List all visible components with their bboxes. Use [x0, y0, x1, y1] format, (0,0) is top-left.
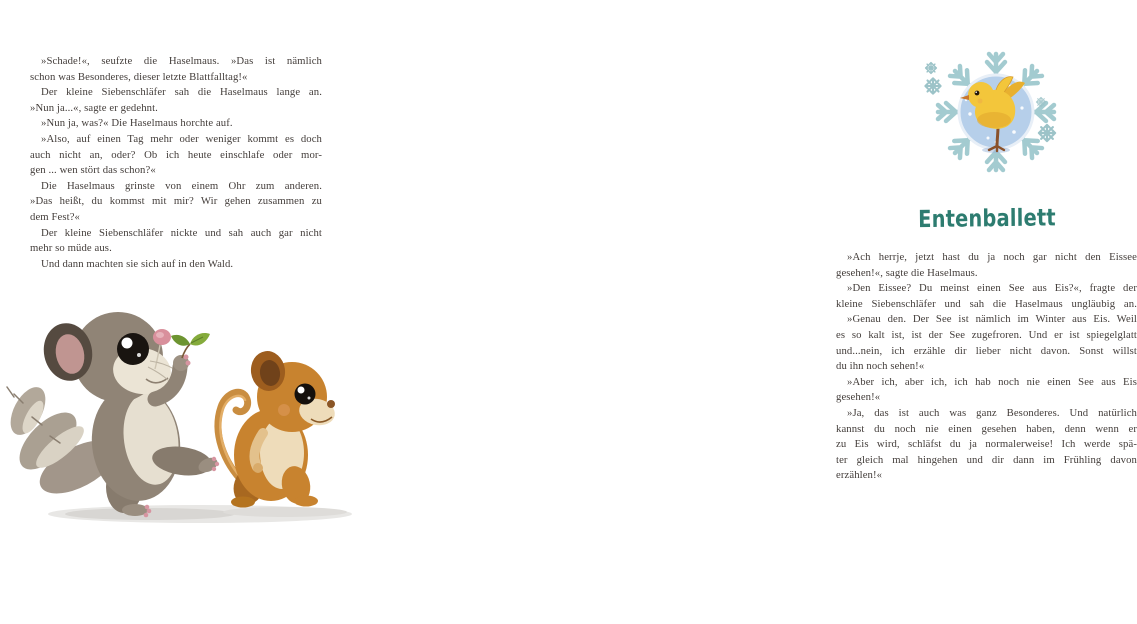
story-line: »Ach herrje, jetzt hast du ja noch gar nicht den Eissee [847, 251, 1137, 263]
leaf-icon [171, 333, 210, 358]
story-line: »Nun ja...«, sagte er gedehnt. [30, 101, 158, 114]
story-line: »Aber ich, aber ich, ich hab noch nie einen See aus Eis [847, 375, 1137, 388]
story-line: »Genau den. Der See ist nämlich im Winter aus Eis. Weil [847, 313, 1137, 326]
story-line: schon was Besonderes, dieser letzte Blattfalltag!« [30, 70, 248, 83]
right-page [400, 0, 1137, 624]
story-line: Der kleine Siebenschläfer nickte und sah auch gar nicht [41, 226, 322, 239]
story-line: gesehen!«, sagte die Haselmaus. [836, 266, 978, 279]
dormouse-icon [3, 312, 219, 517]
story-line: gen ... wen stört das schon?« [30, 164, 156, 177]
chapter-badge [918, 50, 1078, 175]
story-line: mehr so müde aus. [30, 242, 112, 255]
story-line: »Den Eissee? Du meinst einen See aus Eis?«, fragte der [847, 282, 1137, 295]
story-line: auch nicht an, oder? Ob ich heute einschlafe oder mor- [30, 148, 322, 161]
hazel-mouse-icon [218, 349, 337, 509]
chapter-title: Entenballett [918, 202, 1056, 234]
story-line: »Das heißt, du kommst mit mir? Wir gehen zusammen zu [30, 195, 322, 208]
story-illustration [0, 293, 400, 533]
story-line: und...nein, ich erzähle dir lieber nicht davon. Sonst willst [836, 344, 1137, 357]
story-line: gesehen!« [836, 391, 881, 404]
story-line: du ihn noch sehen!« [836, 360, 925, 373]
story-line: Der kleine Siebenschläfer sah die Haselmaus lange an. [41, 86, 322, 99]
story-line: zu Eis wird, schläfst du ja normalerweise! Ich werde spä- [836, 438, 1137, 451]
story-line: kleine Siebenschläfer und sah die Haselmaus ungläubig an. [836, 297, 1137, 310]
story-line: dem Fest?« [30, 210, 80, 223]
story-line: ter gleich mal hingehen und dir dann im Frühling davon [836, 453, 1137, 466]
story-line: kannst du noch nie einen gesehen haben, denn wenn er [836, 422, 1137, 435]
ground-shadow-icon [48, 505, 352, 523]
story-line: Und dann machten sie sich auf in den Wald. [41, 257, 234, 270]
story-line: »Schade!«, seufzte die Haselmaus. »Das ist nämlich [41, 55, 322, 67]
story-line: »Nun ja, was?« Die Haselmaus horchte auf. [41, 117, 233, 130]
story-line: erzählen!« [836, 469, 883, 482]
left-page [0, 0, 400, 624]
left-page-text [30, 54, 322, 272]
story-line: »Also, auf einen Tag mehr oder weniger kommt es doch [41, 132, 322, 145]
right-page-text [836, 250, 1137, 484]
story-line: es so kalt ist, ist der See zugefroren. Und er ist spiegelglatt [836, 328, 1137, 341]
story-line: »Ja, das ist auch was ganz Besonderes. Und natürlich [847, 406, 1137, 419]
story-line: Die Haselmaus grinste von einem Ohr zum anderen. [41, 179, 322, 192]
